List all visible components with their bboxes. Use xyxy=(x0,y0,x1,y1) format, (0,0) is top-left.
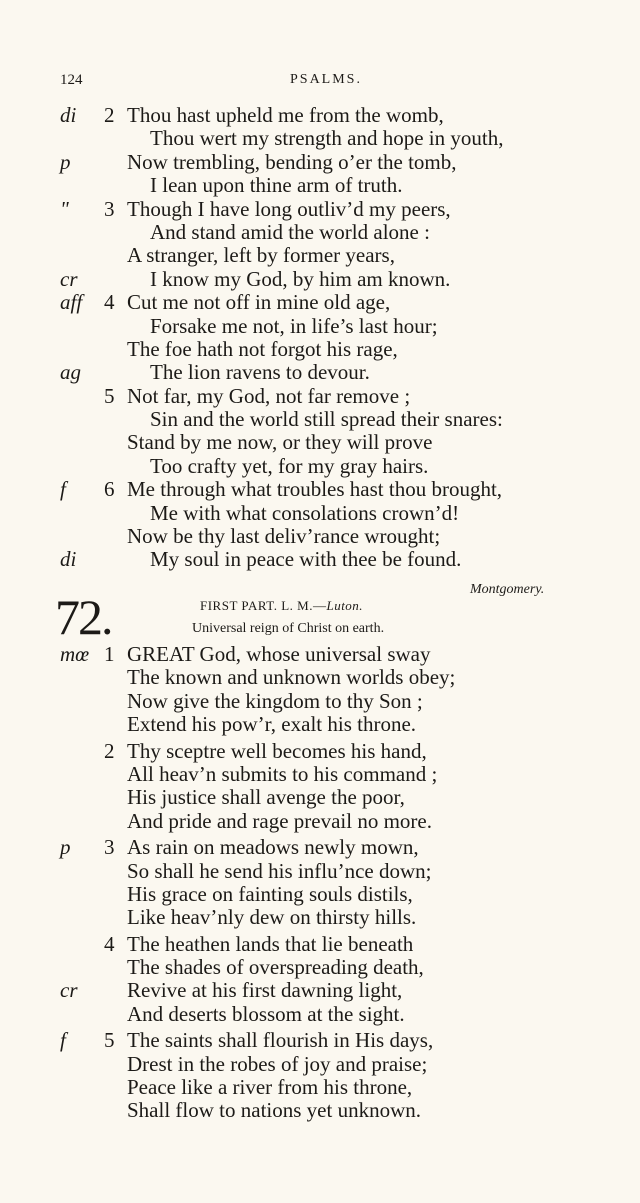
verse-line xyxy=(0,268,640,291)
page-number: 124 xyxy=(60,72,83,88)
dynamic-mark: p xyxy=(60,149,71,174)
dynamic-mark: cr xyxy=(60,978,78,1003)
verse-line xyxy=(0,1053,640,1076)
hymn-title xyxy=(200,598,363,614)
verse-line xyxy=(0,478,640,501)
verse-line xyxy=(0,244,640,267)
verse-line xyxy=(0,525,640,548)
verse-text: Drest in the robes of joy and praise; xyxy=(127,1051,428,1076)
verse-text: Stand by me now, or they will prove xyxy=(127,430,433,455)
verse-text: And pride and rage prevail no more. xyxy=(127,808,432,833)
dynamic-mark: p xyxy=(60,835,71,860)
tune-name: Luton. xyxy=(326,598,364,613)
hymn-number: 72. xyxy=(55,589,112,645)
verse-text: Now be thy last deliv’rance wrought; xyxy=(127,524,441,549)
verse-line xyxy=(0,291,640,314)
verse-text: So shall he send his influ’nce down; xyxy=(127,858,432,883)
verse-text: His justice shall avenge the poor, xyxy=(127,785,405,810)
stanza-number: 2 xyxy=(104,738,115,763)
page-header xyxy=(0,68,640,92)
stanza-number: 6 xyxy=(104,477,115,502)
verse-line xyxy=(0,104,640,127)
verse-text: Forsake me not, in life’s last hour; xyxy=(150,313,438,338)
verse-text: GREAT God, whose universal sway xyxy=(127,642,431,666)
verse-line xyxy=(0,810,640,833)
stanza-number: 5 xyxy=(104,383,115,408)
hymn-subtitle: Universal reign of Christ on earth. xyxy=(192,621,385,636)
verse-line xyxy=(0,740,640,763)
verse-line xyxy=(0,174,640,197)
verse-line xyxy=(0,408,640,431)
verse-text: A stranger, left by former years, xyxy=(127,243,395,268)
verse-line xyxy=(0,786,640,809)
verse-text: Extend his pow’r, exalt his throne. xyxy=(127,712,417,737)
verse-line xyxy=(0,763,640,786)
verse-line xyxy=(0,431,640,454)
verse-text: The saints shall flourish in His days, xyxy=(127,1028,434,1053)
verse-text: I know my God, by him am known. xyxy=(150,266,451,291)
dynamic-mark: di xyxy=(60,547,77,572)
verse-line xyxy=(0,315,640,338)
verse-line xyxy=(0,151,640,174)
stanza-number: 4 xyxy=(104,931,115,956)
stanza-number: 2 xyxy=(104,103,115,127)
verse-line xyxy=(0,502,640,525)
verse-text: All heav’n submits to his command ; xyxy=(127,761,438,786)
verse-line xyxy=(0,690,640,713)
verse-text: Thou wert my strength and hope in youth, xyxy=(150,126,504,151)
stanza-number: 5 xyxy=(104,1028,115,1053)
verse-text: Like heav’nly dew on thirsty hills. xyxy=(127,905,417,930)
author-attribution: Montgomery. xyxy=(470,582,545,597)
verse-line xyxy=(0,836,640,859)
verse-text: Peace like a river from his throne, xyxy=(127,1075,413,1100)
verse-text: My soul in peace with thee be found. xyxy=(150,547,462,572)
verse-text: I lean upon thine arm of truth. xyxy=(150,173,403,198)
stanza-number: 4 xyxy=(104,290,115,315)
verse-line xyxy=(0,1099,640,1122)
verse-text: Sin and the world still spread their snares: xyxy=(150,407,503,432)
verse-text: Not far, my God, not far remove ; xyxy=(127,383,411,408)
verse-line xyxy=(0,643,640,666)
verse-text: Thy sceptre well becomes his hand, xyxy=(127,738,427,763)
verse-text: His grace on fainting souls distils, xyxy=(127,881,413,906)
verse-text: As rain on meadows newly mown, xyxy=(127,835,419,860)
verse-line xyxy=(0,361,640,384)
dynamic-mark: di xyxy=(60,103,77,127)
verse-line xyxy=(0,221,640,244)
verse-line xyxy=(0,860,640,883)
verse-text: The shades of overspreading death, xyxy=(127,955,424,980)
stanza-number: 1 xyxy=(104,642,115,666)
verse-line xyxy=(0,666,640,689)
dynamic-mark: mœ xyxy=(60,642,90,666)
verse-line xyxy=(0,127,640,150)
verse-text: Though I have long outliv’d my peers, xyxy=(127,196,451,221)
dynamic-mark: aff xyxy=(60,290,83,315)
running-head: PSALMS. xyxy=(290,72,362,87)
verse-text: The known and unknown worlds obey; xyxy=(127,665,456,690)
verse-text: Now trembling, bending o’er the tomb, xyxy=(127,149,457,174)
verse-text: Cut me not off in mine old age, xyxy=(127,290,391,315)
verse-line xyxy=(0,455,640,478)
psalm-71-continuation xyxy=(0,104,640,572)
verse-text: Me with what consolations crown’d! xyxy=(150,500,460,525)
dynamic-mark: f xyxy=(60,1028,66,1053)
verse-text: Me through what troubles hast thou brought, xyxy=(127,477,503,502)
verse-text: The lion ravens to devour. xyxy=(150,360,370,385)
verse-line xyxy=(0,338,640,361)
verse-line xyxy=(0,1076,640,1099)
hymn-title-main: FIRST PART. L. M.— xyxy=(200,598,327,613)
verse-line xyxy=(0,933,640,956)
stanza-number: 3 xyxy=(104,196,115,221)
verse-text: Too crafty yet, for my gray hairs. xyxy=(150,453,429,478)
verse-text: Thou hast upheld me from the womb, xyxy=(127,103,444,127)
verse-line xyxy=(0,1029,640,1052)
dynamic-mark: f xyxy=(60,477,66,502)
verse-line xyxy=(0,385,640,408)
verse-text: Revive at his first dawning light, xyxy=(127,978,403,1003)
verse-text: And deserts blossom at the sight. xyxy=(127,1001,405,1026)
verse-line xyxy=(0,979,640,1002)
verse-line xyxy=(0,1003,640,1026)
verse-text: And stand amid the world alone : xyxy=(150,219,430,244)
dynamic-mark: ag xyxy=(60,360,81,385)
verse-text: The foe hath not forgot his rage, xyxy=(127,336,398,361)
verse-text: Now give the kingdom to thy Son ; xyxy=(127,688,423,713)
verse-text: The heathen lands that lie beneath xyxy=(127,931,414,956)
stanza-number: 3 xyxy=(104,835,115,860)
verse-text: Shall flow to nations yet unknown. xyxy=(127,1098,421,1123)
verse-line xyxy=(0,548,640,571)
verse-line xyxy=(0,198,640,221)
verse-line xyxy=(0,906,640,929)
verse-line xyxy=(0,956,640,979)
dynamic-mark: " xyxy=(60,196,69,221)
dynamic-mark: cr xyxy=(60,266,78,291)
verse-line xyxy=(0,713,640,736)
psalm-72-text xyxy=(0,643,640,1123)
verse-line xyxy=(0,883,640,906)
